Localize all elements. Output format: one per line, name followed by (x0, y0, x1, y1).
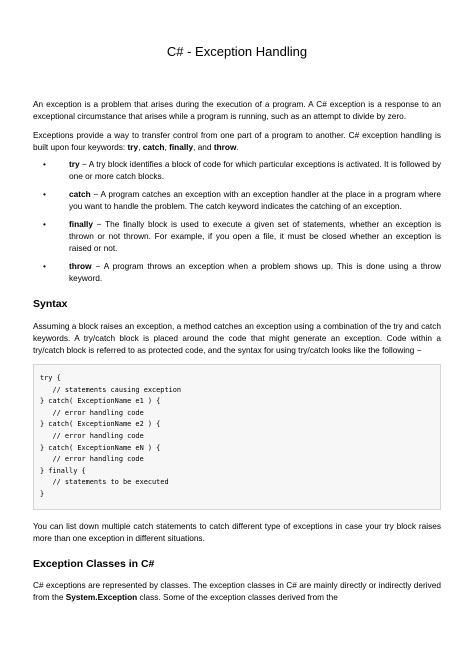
list-item-term: finally (69, 219, 93, 229)
list-item (69, 260, 441, 284)
keyword-try: try (127, 142, 139, 152)
exception-classes-paragraph (33, 579, 441, 603)
exception-classes-text-end: class. Some of the exception classes derived from the (137, 591, 338, 602)
system-exception-term: System.Exception (65, 591, 138, 602)
list-item (69, 188, 441, 212)
multiple-catch-paragraph: You can list down multiple catch statements to catch different type of exceptions in case your try block raises more than one exception in different situations. (33, 520, 441, 543)
separator: , and (193, 142, 214, 152)
list-item-desc: − A try block identifies a block of code for which particular exceptions is activated. It is followed by one or more catch blocks. (69, 159, 441, 181)
keyword-catch: catch (142, 142, 165, 152)
list-item-term: try (69, 159, 80, 169)
list-item-desc: − A program catches an exception with an exception handler at the place in a program where you want to handle the problem. The catch keyword indicates the catching of an exception. (69, 189, 441, 211)
separator: , (164, 142, 170, 152)
list-item-desc: − The finally block is used to execute a given set of statements, whether an exception is thrown or not thrown. For example, if you open a file, it must be closed whether an exception is raised or not. (69, 219, 441, 253)
list-item-desc: − A program throws an exception when a problem shows up. This is done using a throw keyword. (69, 261, 441, 283)
keywords-intro-paragraph (33, 129, 441, 153)
period: . (236, 142, 239, 152)
intro-paragraph: An exception is a problem that arises during the execution of a program. A C# exception is a response to an exceptional circumstance that arises while a program is running, such as an attempt to divide by zero. (33, 99, 441, 121)
keyword-finally: finally (169, 142, 194, 152)
list-item (69, 218, 441, 254)
keywords-intro-text: Exceptions provide a way to transfer control from one part of a program to another. C# exception handling is built upon four keywords: (33, 130, 441, 152)
syntax-paragraph: Assuming a block raises an exception, a method catches an exception using a combination of the try and catch keywords. A try/catch block is placed around the code that might generate an exception. Code within a try/catch block is referred to as protected code, and the syntax for using try/catch looks like the following − (33, 321, 441, 355)
code-text: try { // statements causing exception } catch( ExceptionName e1 ) { // error handling code } catch( ExceptionName e2 ) { // error handling code } catch( ExceptionName eN ) { // error handling code } finally { // statements to be executed } (40, 374, 182, 498)
code-block (33, 364, 441, 510)
syntax-heading: Syntax (33, 298, 68, 310)
keyword-throw: throw (213, 142, 237, 152)
exception-classes-heading: Exception Classes in C# (33, 557, 155, 570)
list-item-term: catch (69, 189, 91, 199)
exception-classes-text: C# exceptions are represented by classes. The exception classes in C# are mainly directly or indirectly derived from the (33, 579, 441, 602)
separator: , (138, 142, 143, 152)
page-title: C# - Exception Handling (166, 44, 308, 59)
list-item (69, 158, 441, 182)
keyword-list (69, 158, 441, 284)
list-item-term: throw (69, 261, 92, 271)
